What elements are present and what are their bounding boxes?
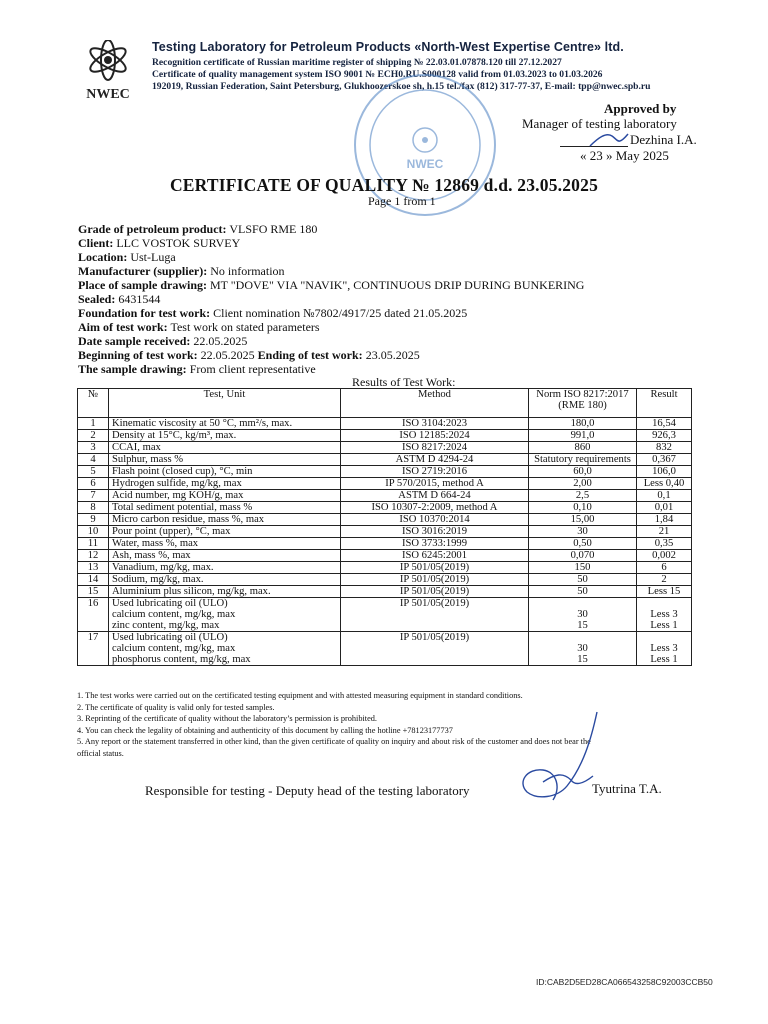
- approved-by-label: Approved by: [604, 101, 677, 116]
- cell-method: ISO 10307-2:2009, method A: [341, 502, 529, 514]
- cell-method: ISO 3016:2019: [341, 526, 529, 538]
- cell-test: [109, 598, 341, 632]
- ulo-phosphorus: phosphorus content, mg/kg, max: [112, 654, 251, 665]
- table-row: [78, 418, 692, 430]
- ulo-calcium: calcium content, mg/kg, max: [112, 609, 236, 620]
- cell-test: Acid number, mg KOH/g, max: [109, 490, 341, 502]
- drawing-field: [78, 362, 316, 377]
- cell-result: 0,35: [637, 538, 692, 550]
- nwec-logo: [80, 40, 136, 102]
- cell-method: IP 570/2015, method A: [341, 478, 529, 490]
- results-body: [78, 418, 692, 666]
- cell-norm: 0,50: [529, 538, 637, 550]
- table-row: [78, 454, 692, 466]
- cell-test: Total sediment potential, mass %: [109, 502, 341, 514]
- cell-norm: 860: [529, 442, 637, 454]
- ulo-calcium: calcium content, mg/kg, max: [112, 643, 236, 654]
- cell-method: ISO 3733:1999: [341, 538, 529, 550]
- result-calcium: Less 3: [650, 643, 678, 654]
- foundation-label: Foundation for test work:: [78, 306, 211, 320]
- beginning-label: Beginning of test work:: [78, 348, 198, 362]
- grade-value: VLSFO RME 180: [229, 222, 318, 236]
- cell-test: CCAI, max: [109, 442, 341, 454]
- cell-test: Micro carbon residue, mass %, max: [109, 514, 341, 526]
- cell-method: ISO 12185:2024: [341, 430, 529, 442]
- cell-number: 2: [78, 430, 109, 442]
- foundation-value: Client nomination №7802/4917/25 dated 21.05.2025: [213, 306, 468, 320]
- col-header-number: №: [78, 389, 109, 418]
- cell-test: Vanadium, mg/kg, max.: [109, 562, 341, 574]
- location-label: Location:: [78, 250, 128, 264]
- table-row: [78, 526, 692, 538]
- cell-result: 0,1: [637, 490, 692, 502]
- note-1: 1. The test works were carried out on the certificated testing equipment and with attested measuring equipment in standard conditions.: [77, 691, 523, 700]
- cell-test: Hydrogen sulfide, mg/kg, max: [109, 478, 341, 490]
- cell-number: 4: [78, 454, 109, 466]
- aim-label: Aim of test work:: [78, 320, 168, 334]
- norm-calcium: 30: [577, 609, 588, 620]
- results-caption: Results of Test Work:: [352, 375, 456, 389]
- table-row: [78, 442, 692, 454]
- note-4: 4. You can check the legality of obtaining and authenticity of this document by calling the hotline +78123177737: [77, 725, 453, 735]
- cell-number: 7: [78, 490, 109, 502]
- signature-icon: [588, 128, 630, 150]
- header-line-1: Recognition certificate of Russian maritime register of shipping № 22.03.01.07878.120 till 27.12.2027: [152, 57, 562, 68]
- cell-result: 106,0: [637, 466, 692, 478]
- norm-zinc: 15: [577, 620, 588, 631]
- certificate-title: CERTIFICATE OF QUALITY № 12869 d.d. 23.05.2025: [169, 175, 599, 195]
- cell-result: Less 15: [637, 586, 692, 598]
- manager-signature: [588, 128, 630, 150]
- col-header-method: Method: [341, 389, 529, 418]
- ending-value: 23.05.2025: [365, 348, 420, 362]
- table-row: [78, 562, 692, 574]
- table-row-16: [78, 598, 692, 632]
- cell-result: 6: [637, 562, 692, 574]
- manufacturer-value: No information: [210, 264, 285, 278]
- cell-method: ISO 6245:2001: [341, 550, 529, 562]
- cell-number: 11: [78, 538, 109, 550]
- approval-date: « 23 » May 2025: [580, 148, 669, 163]
- atom-logo-icon: [80, 40, 136, 102]
- note-2: 2. The certificate of quality is valid only for tested samples.: [77, 702, 275, 712]
- client-value: LLC VOSTOK SURVEY: [116, 236, 241, 250]
- table-row: [78, 430, 692, 442]
- cell-test: Ash, mass %, max: [109, 550, 341, 562]
- cell-result: [637, 598, 692, 632]
- cell-norm: 50: [529, 586, 637, 598]
- cell-norm: Statutory requirements: [529, 454, 637, 466]
- cell-result: 0,002: [637, 550, 692, 562]
- cell-result: 1,84: [637, 514, 692, 526]
- place-value: MT "DOVE" VIA "NAVIK", CONTINUOUS DRIP DURING BUNKERING: [209, 278, 585, 292]
- cell-norm: 0,070: [529, 550, 637, 562]
- cell-result: 21: [637, 526, 692, 538]
- cell-method: IP 501/05(2019): [341, 598, 529, 632]
- footnotes: [77, 690, 717, 760]
- cell-method: ASTM D 664-24: [341, 490, 529, 502]
- col-header-result: Result: [637, 389, 692, 418]
- sealed-label: Sealed:: [78, 292, 116, 306]
- table-row: [78, 550, 692, 562]
- cell-test: Water, mass %, max: [109, 538, 341, 550]
- sealed-value: 6431544: [118, 292, 161, 306]
- table-header-row: [78, 389, 692, 418]
- col-header-test: Test, Unit: [109, 389, 341, 418]
- cell-number: 1: [78, 418, 109, 430]
- table-row: [78, 502, 692, 514]
- cell-number: 16: [78, 598, 109, 632]
- cell-test: Sulphur, mass %: [109, 454, 341, 466]
- place-label: Place of sample drawing:: [78, 278, 207, 292]
- place-field: [78, 278, 584, 293]
- aim-value: Test work on stated parameters: [170, 320, 320, 334]
- cell-test: Pour point (upper), °C, max: [109, 526, 341, 538]
- table-row: [78, 586, 692, 598]
- responsible-name: Tyutrina T.A.: [592, 781, 662, 796]
- cell-test: Density at 15°C, kg/m³, max.: [109, 430, 341, 442]
- header-line-3: 192019, Russian Federation, Saint Petersburg, Glukhoozerskoe sh, h.15 tel./fax (812) 317-77-37, E-mail: tpp@nwec.spb.ru: [152, 81, 651, 92]
- table-row: [78, 478, 692, 490]
- cell-method: IP 501/05(2019): [341, 632, 529, 666]
- note-5-cont: official status.: [77, 748, 124, 758]
- cell-method: IP 501/05(2019): [341, 562, 529, 574]
- cell-method: ISO 2719:2016: [341, 466, 529, 478]
- col-header-norm: Norm ISO 8217:2017 (RME 180): [529, 389, 637, 418]
- table-row: [78, 514, 692, 526]
- cell-number: 3: [78, 442, 109, 454]
- cell-norm: 60,0: [529, 466, 637, 478]
- cell-method: ASTM D 4294-24: [341, 454, 529, 466]
- manager-label: Manager of testing laboratory: [522, 116, 677, 131]
- table-row-17: [78, 632, 692, 666]
- manufacturer-field: [78, 264, 285, 279]
- client-field: [78, 236, 240, 251]
- sealed-field: [78, 292, 160, 307]
- grade-label: Grade of petroleum product:: [78, 222, 227, 236]
- responsible-label: Responsible for testing - Deputy head of the testing laboratory: [145, 783, 470, 798]
- test-period-field: [78, 348, 420, 363]
- cell-result: 832: [637, 442, 692, 454]
- cell-result: 0,01: [637, 502, 692, 514]
- received-field: [78, 334, 247, 349]
- lab-title: Testing Laboratory for Petroleum Products «North-West Expertise Centre» ltd.: [152, 40, 624, 54]
- logo-text: NWEC: [86, 87, 130, 102]
- cell-method: IP 501/05(2019): [341, 574, 529, 586]
- beginning-value: 22.05.2025: [200, 348, 255, 362]
- cell-number: 13: [78, 562, 109, 574]
- cell-method: ISO 3104:2023: [341, 418, 529, 430]
- cell-norm: [529, 598, 637, 632]
- ulo-title: Used lubricating oil (ULO): [112, 632, 228, 643]
- stamp-text: NWEC: [406, 157, 444, 171]
- results-table: [77, 388, 692, 666]
- cell-result: [637, 632, 692, 666]
- location-field: [78, 250, 176, 265]
- cell-norm: 2,5: [529, 490, 637, 502]
- cell-result: 16,54: [637, 418, 692, 430]
- manufacturer-label: Manufacturer (supplier):: [78, 264, 208, 278]
- cell-norm: 0,10: [529, 502, 637, 514]
- drawing-value: From client representative: [189, 362, 316, 376]
- received-label: Date sample received:: [78, 334, 191, 348]
- cell-number: 10: [78, 526, 109, 538]
- foundation-field: [78, 306, 467, 321]
- cell-result: 0,367: [637, 454, 692, 466]
- received-value: 22.05.2025: [193, 334, 248, 348]
- cell-test: Sodium, mg/kg, max.: [109, 574, 341, 586]
- drawing-label: The sample drawing:: [78, 362, 187, 376]
- table-row: [78, 538, 692, 550]
- note-5: 5. Any report or the statement transferred in other kind, than the given certificate of quality on inquiry and about risk of the customer and does not bear the: [77, 737, 591, 747]
- cell-norm: 991,0: [529, 430, 637, 442]
- aim-field: [78, 320, 320, 335]
- cell-number: 6: [78, 478, 109, 490]
- cell-norm: 15,00: [529, 514, 637, 526]
- location-value: Ust-Luga: [130, 250, 176, 264]
- norm-phosphorus: 15: [577, 654, 588, 665]
- document-id: ID:CAB2D5ED28CA066543258C92003CCB50: [536, 977, 713, 987]
- cell-norm: 2,00: [529, 478, 637, 490]
- norm-calcium: 30: [577, 643, 588, 654]
- cell-result: Less 0,40: [637, 478, 692, 490]
- cell-norm: 30: [529, 526, 637, 538]
- cell-number: 17: [78, 632, 109, 666]
- manager-name: Dezhina I.A.: [630, 132, 697, 147]
- cell-number: 12: [78, 550, 109, 562]
- cell-number: 5: [78, 466, 109, 478]
- note-3: 3. Reprinting of the certificate of quality without the laboratory’s permission is prohibited.: [77, 714, 378, 724]
- table-row: [78, 574, 692, 586]
- cell-result: 2: [637, 574, 692, 586]
- cell-number: 15: [78, 586, 109, 598]
- cell-method: IP 501/05(2019): [341, 586, 529, 598]
- result-phosphorus: Less 1: [650, 654, 678, 665]
- ulo-title: Used lubricating oil (ULO): [112, 598, 228, 609]
- cell-number: 14: [78, 574, 109, 586]
- cell-test: Flash point (closed cup), °C, min: [109, 466, 341, 478]
- cell-norm: 50: [529, 574, 637, 586]
- cell-number: 8: [78, 502, 109, 514]
- page-indicator: Page 1 from 1: [368, 194, 436, 208]
- result-calcium: Less 3: [650, 609, 678, 620]
- header-line-2: Certificate of quality management system ISO 9001 № ECH0.RU.S000128 valid from 01.03.2023 to 01.03.2026: [152, 69, 603, 80]
- cell-method: ISO 10370:2014: [341, 514, 529, 526]
- table-row: [78, 466, 692, 478]
- cell-norm: 150: [529, 562, 637, 574]
- grade-field: [78, 222, 317, 237]
- ulo-zinc: zinc content, mg/kg, max: [112, 620, 220, 631]
- client-label: Client:: [78, 236, 114, 250]
- cell-norm: [529, 632, 637, 666]
- cell-number: 9: [78, 514, 109, 526]
- cell-norm: 180,0: [529, 418, 637, 430]
- table-row: [78, 490, 692, 502]
- cell-test: Aluminium plus silicon, mg/kg, max.: [109, 586, 341, 598]
- ending-label: Ending of test work:: [257, 348, 363, 362]
- cell-test: Kinematic viscosity at 50 °C, mm²/s, max.: [109, 418, 341, 430]
- cell-result: 926,3: [637, 430, 692, 442]
- result-zinc: Less 1: [650, 620, 678, 631]
- cell-method: ISO 8217:2024: [341, 442, 529, 454]
- cell-test: [109, 632, 341, 666]
